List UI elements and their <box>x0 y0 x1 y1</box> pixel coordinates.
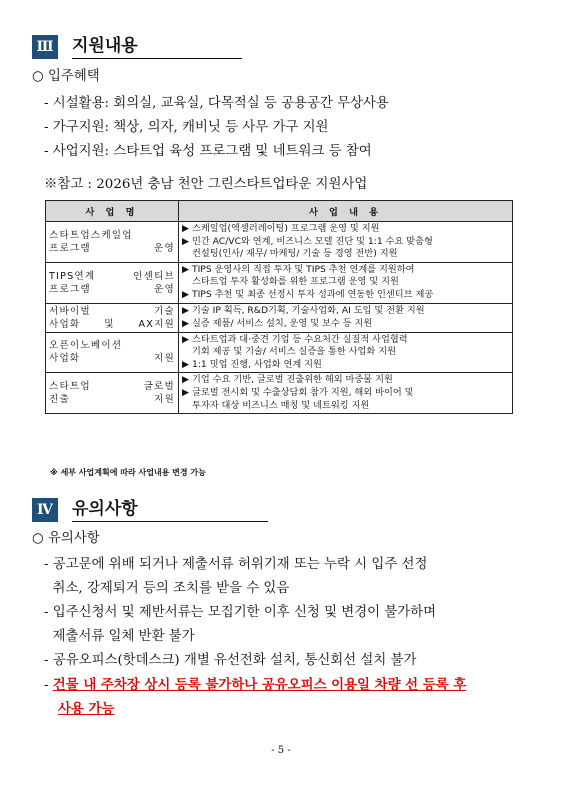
program-name-line: 프로그램 운영 <box>49 242 175 254</box>
benefits-bullet <box>32 68 100 86</box>
section-4-title: 유의사항 <box>72 499 268 522</box>
program-name-line: TIPS연계 인센티브 <box>49 270 175 282</box>
reference-note: ※참고 : 2026년 충남 천안 그린스타트업타운 지원사업 <box>44 177 368 192</box>
table-row <box>46 222 513 263</box>
program-name-line: 스타트업 글로벌 <box>49 381 175 393</box>
program-name <box>46 373 179 414</box>
section-3-title: 지원내용 <box>72 36 242 59</box>
description-line: ▶ 기술 IP 획득, R&D기획, 기술사업화, AI 도입 및 전환 지원 <box>182 304 425 316</box>
benefit-item: - 사업지원: 스타트업 육성 프로그램 및 네트워크 등 참여 <box>44 144 372 159</box>
description-line: 스타트업 투자 활성화를 위한 프로그램 운영 및 지원 <box>192 276 399 288</box>
program-name-line: 진출 지원 <box>49 394 175 406</box>
table-row <box>46 332 513 373</box>
description-line: ▶ 스케일업(엑셀러레이팅) 프로그램 운영 및 지원 <box>182 223 380 234</box>
section-3-numeral: Ⅲ <box>32 35 58 59</box>
program-description <box>179 373 513 414</box>
description-line: 기회 제공 및 기술/ 서비스 실증을 통한 사업화 지원 <box>192 346 396 358</box>
section-3-heading <box>32 35 242 59</box>
table-footnote: ※ 세부 사업계획에 따라 사업내용 변경 가능 <box>50 468 206 477</box>
section-4-heading <box>32 498 268 522</box>
program-name <box>46 332 179 373</box>
description-line: ▶ TIPS 추천 및 최종 선정시 투자 성과에 연동한 인센티브 제공 <box>182 288 434 300</box>
table-row <box>46 303 513 332</box>
program-name-line: 프로그램 운영 <box>49 283 175 295</box>
caution-line: - 공고문에 위배 되거나 제출서류 허위기재 또는 누락 시 입주 선정 <box>44 557 428 572</box>
table-row <box>46 373 513 414</box>
program-name-line: 사업화 지원 <box>49 353 175 365</box>
caution-title: 유의사항 <box>47 531 100 546</box>
description-line: ▶ 1:1 밋업 진행, 사업화 연계 지원 <box>182 358 322 370</box>
description-line: 투자자 대상 비즈니스 매칭 및 네트워킹 지원 <box>192 399 370 411</box>
description-line: ▶ 스타트업과 대·중견 기업 등 수요처간 실질적 사업협력 <box>182 333 408 345</box>
program-name <box>46 262 179 303</box>
program-description <box>179 332 513 373</box>
parking-notice: 건물 내 주차장 상시 등록 불가하나 공유오피스 이용일 차량 선 등록 후 <box>52 677 467 693</box>
circle-bullet-icon: ○ <box>32 69 44 84</box>
support-program-table <box>45 200 513 414</box>
caution-line: 취소, 강제퇴거 등의 조치를 받을 수 있음 <box>44 581 290 596</box>
program-name <box>46 222 179 263</box>
caution-line: - 입주신청서 및 제반서류는 모집기한 이후 신청 및 변경이 불가하며 <box>44 605 437 620</box>
program-description <box>179 262 513 303</box>
program-name-line: 스타트업스케일업 <box>49 229 133 241</box>
section-4-numeral: Ⅳ <box>32 498 58 522</box>
dash: - <box>44 678 53 693</box>
program-name-line: 사업화 및 AX지원 <box>49 318 175 330</box>
description-line: ▶ 실증 제품/ 서비스 설치, 운영 및 보수 등 지원 <box>182 317 373 329</box>
program-description <box>179 303 513 332</box>
description-line: ▶ 글로벌 전시회 및 수출상담회 참가 지원, 해외 바이어 및 <box>182 386 414 398</box>
caution-line: - 공유오피스(핫데스크) 개별 유선전화 설치, 통신회선 설치 불가 <box>44 653 417 668</box>
caution-line-highlight <box>44 676 466 695</box>
caution-line-highlight <box>58 700 114 719</box>
table-header-content: 사 업 내 용 <box>179 201 513 222</box>
caution-line: 제출서류 일체 반환 불가 <box>44 629 195 644</box>
program-name-line: 서바이벌 기술 <box>49 305 175 317</box>
description-line: ▶ TIPS 운영사의 직접 투자 및 TIPS 추천 연계를 지원하여 <box>182 263 415 275</box>
program-name <box>46 303 179 332</box>
page-number: - 5 - <box>271 745 291 756</box>
table-row <box>46 262 513 303</box>
table-header-row <box>46 201 513 222</box>
circle-bullet-icon: ○ <box>32 531 44 546</box>
program-name-line: 오픈이노베이션 <box>49 340 123 352</box>
description-line: 컨설팅(인사/ 재무/ 마케팅/ 기술 등 경영 전반) 지원 <box>192 248 398 260</box>
caution-bullet <box>32 530 100 548</box>
benefit-item: - 가구지원: 책상, 의자, 캐비닛 등 사무 가구 지원 <box>44 120 329 135</box>
description-line: ▶ 민간 AC/VC와 연계, 비즈니스 모델 진단 및 1:1 수요 맞춤형 <box>182 235 433 247</box>
benefits-title: 입주혜택 <box>47 69 100 84</box>
table-header-name: 사 업 명 <box>46 201 179 222</box>
program-description <box>179 222 513 263</box>
description-line: ▶ 기업 수요 기반, 글로벌 진출위한 해외 마중물 지원 <box>182 374 393 386</box>
parking-notice-cont: 사용 가능 <box>58 701 115 717</box>
benefit-item: - 시설활용: 회의실, 교육실, 다목적실 등 공용공간 무상사용 <box>44 96 389 111</box>
